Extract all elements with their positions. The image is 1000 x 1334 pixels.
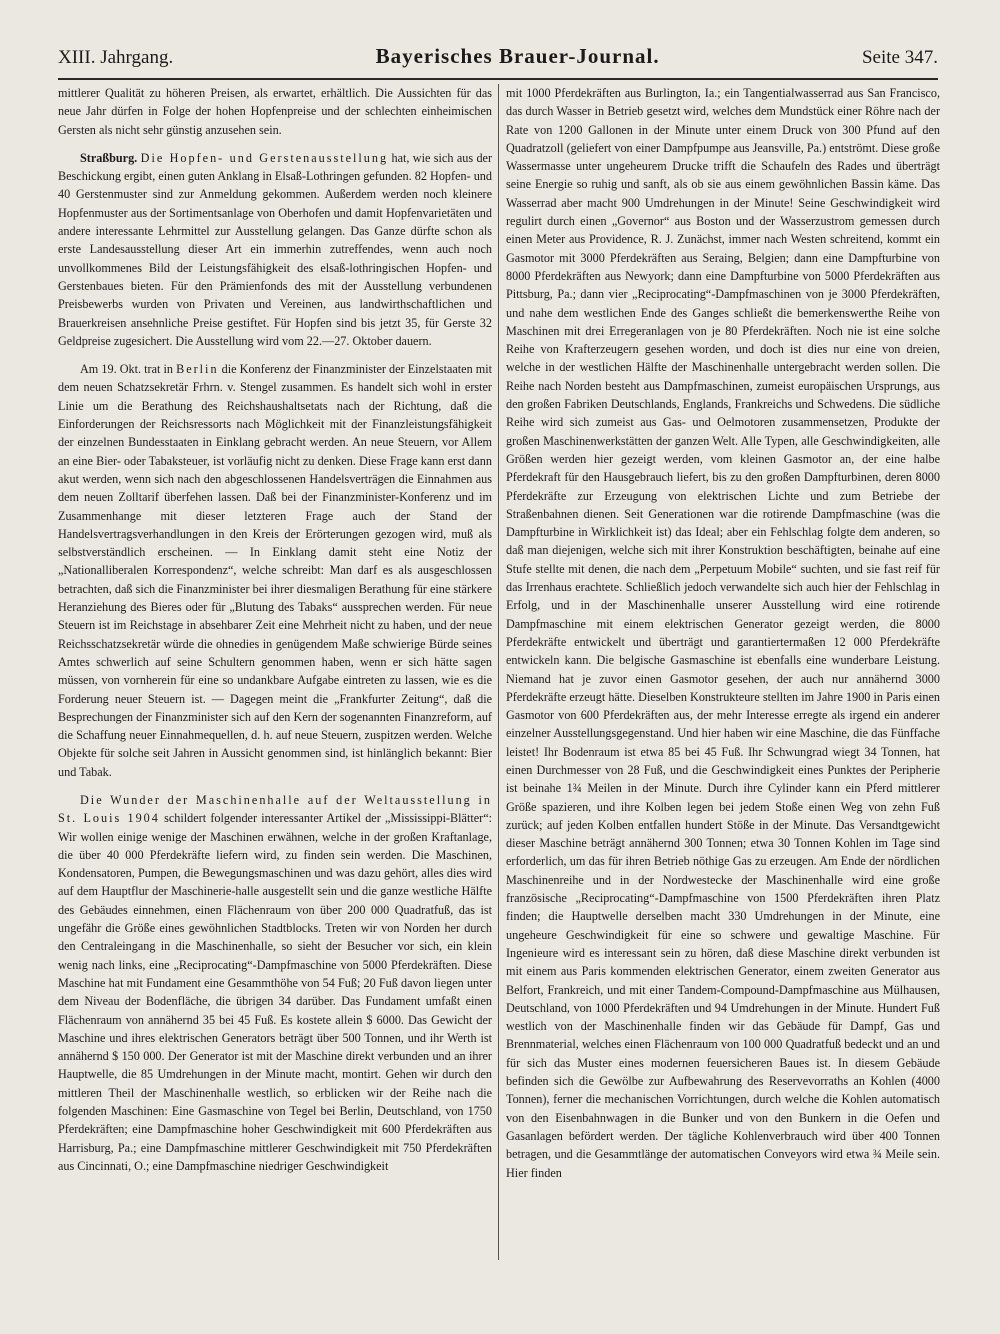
paragraph-body: schildert folgender interessanter Artikel der „Mississippi-Blätter“: Wir wollen einige wenige der Maschinen erwähnen, welche in der großen Kraftanlage, die über 40 000 Pferdekräfte liefern wird, zu finden sein werden. Die Maschinen, Kondensatoren, Pumpen, die Bewegungsmaschinen und was dazu gehört, alles dies wird auf dem Hauptflur der Maschinerie-halle ausgestellt sein und die ganze westliche Hälfte des Gebäudes einnehmen, einen Flächenraum von über 200 000 Quadratfuß, das ist ungefähr die Größe eines gewöhnlichen Stadtblocks. Treten wir von Norden her durch den Centraleingang in die Maschinenhalle, so sieht der Besucher vor sich, ein klein wenig nach links, eine „Reciprocating“-Dampfmaschine von 5000 Pferdekräften. Diese Maschine hat mit Fundament eine Gesammthöhe von 54 Fuß; 20 Fuß davon liegen unter dem Niveau der Bodenfläche, die übrigen 34 darüber. Das Fundament umfaßt einen Flächenraum von annähernd 35 bei 45 Fuß. Es kostete allein $ 6000. Das Gewicht der Maschine und ihres elektrischen Generators beträgt über 500 Tonnen, und ihr Werth ist annähernd $ 150 000. Der Generator ist mit der Maschine direkt verbunden und an ihrer Hauptwelle, die 85 Umdrehungen in der Minute macht, montirt. Gehen wir durch den mittleren Theil der Maschinenhalle westlich, so erblicken wir der Reihe nach die folgenden Maschinen: Eine Gasmaschine von Tegel bei Berlin, Deutschland, von 1750 Pferdekräften; eine Dampfmaschine hoher Geschwindigkeit mit 600 Pferdekräften aus Harrisburg, Pa.; eine Dampfmaschine mittlerer Geschwindigkeit mit 750 Pferdekräften aus Cincinnati, O.; eine Dampfmaschine niedriger Geschwindigkeit [58,811,492,1173]
paragraph-berlin [58,360,492,781]
page-header [58,44,938,80]
left-column [58,84,492,1264]
paragraph-body: die Konferenz der Finanzminister der Einzelstaaten mit dem neuen Schatzsekretär Frhrn. v. Stengel zusammen. Es handelt sich wohl in erster Linie um die Berathung des Reichshaushaltsetats nach der Richtung, daß die Einforderungen der Reichsressorts nach Möglichkeit mit der Finanzleistungsfähigkeit der einzelnen Bundesstaaten in Einklang gebracht werden. An neue Steuern, vor Allem an eine Bier- oder Tabaksteuer, ist vorläufig nicht zu denken. Diese Frage kann erst dann akut werden, wenn sich nach den abgeschlossenen Handelsverträgen die Einnahmen aus dem neuen Zolltarif überfehen lassen. Daß bei der Finanzminister-Konferenz und im Zusammenhange mit dieser letzteren Frage auch der Stand der Handelsvertragsverhandlungen in den Kreis der Erörterungen gezogen wird, muß als selbstverständlich erscheinen. — In Einklang damit steht eine Notiz der „Nationalliberalen Korrespondenz“, welche schreibt: Man darf es als ausgeschlossen betrachten, daß sich die Finanzminister bei ihrer diesmaligen Berathung für eine stärkere Heranziehung des Bieres oder für „Blutung des Tabaks“ aussprechen werden. Für neue Steuern ist im Reichstage in absehbarer Zeit eine Mehrheit nicht zu haben, und der neue Reichsschatzsekretär würde die ohnedies in genügendem Maße schwierige Bürde seines Amtes schwerlich auf seine Schultern genommen haben, wenn er sich hätte sagen müssen, von vornherein für eine so undankbare Aufgabe eintreten zu lassen, wie es die Forderung neuer Steuern ist. — Dagegen meint die „Frankfurter Zeitung“, daß die Besprechungen der Finanzminister sich auf den Kern der sogenannten Finanzreform, auf die Schaffung neuer Einnahmequellen, d. h. auf neue Steuern, zuspitzen werden. Welche Objekte für solche seit Jahren in Aussicht genommen sind, ist hinlänglich bekannt: Bier und Tabak. [58,362,492,779]
paragraph-body: hat, wie sich aus der Beschickung ergibt, einen guten Anklang in Elsaß-Lothringen gefunden. 82 Hopfen- und 40 Gerstenmuster sind zur Anmeldung gekommen. Außerdem werden noch kleinere Hopfenmuster aus der Sortimentsanlage von Oberhofen und damit Hopfenvarietäten und andere interessante Lehrmittel zur Ausstellung gelangen. Das Ganze dürfte schon als erste Landesausstellung dieser Art ein immerhin zutreffendes, wenn auch noch unvollkommenes Bild der Leistungsfähigkeit des elsaß-lothringischen Hopfen- und Gerstenbaues bieten. Für den Prämienfonds des mit der Ausstellung verbundenen Preisbewerbs wurden von Privaten und Vereinen, aus landwirthschaftlichen und Brauerkreisen ansehnliche Preise gestiftet. Für Hopfen sind bis jetzt 35, für Gerste 32 Geldpreise zugesichert. Die Ausstellung wird vom 22.—27. Oktober dauern. [58,150,492,348]
column-divider [498,84,499,1260]
paragraph-strassburg [58,149,492,350]
right-column [506,84,940,1264]
volume-label: XIII. Jahrgang. [58,47,174,68]
paragraph: mit 1000 Pferdekräften aus Burlington, Ia.; ein Tangentialwasserrad aus San Francisco, das durch Wasser in Betrieb gesetzt wird, welches dem Mundstück einer Röhre nach der Rate von 1200 Gallonen in der Minute unter einem Druck von 300 Pfund auf den Quadratzoll (geliefert von einer Dampfpumpe aus Jeansville, Pa.) entströmt. Diese große Wassermasse unter ungeheurem Drucke trifft die Schaufeln des Rades und überträgt seine Energie so ruhig und sanft, als ob sie aus einem gewöhnlichen Bassin käme. Das Wasserrad aber macht 900 Umdrehungen in der Minute! Seine Geschwindigkeit wird regulirt durch einen „Governor“ aus Boston und der Wasserzustrom gemessen durch einen Meter aus Providence, R. J. Zunächst, immer nach Westen schreitend, kommt ein Gasmotor mit 3000 Pferdekräften aus Seraing, Belgien; dann eine Dampfturbine von 8000 Pferdekräften aus Newyork; dann eine Dampfturbine von 5000 Pferdekräften aus Pittsburg, Pa.; dann vier „Reciprocating“-Dampfmaschinen von je 3000 Pferdekräften, und nahe dem westlichen Ende des Ganges schließt die bemerkenswerthe Reihe von Maschinen mit drei Erregeranlagen von je 80 Pferdekräften. Noch nie ist eine solche Reihe von Krafterzeugern gesehen worden, und doch ist dies nur eine von dreien, welche in der westlichen Hälfte der Maschinenhalle untergebracht werden sollen. Die Reihe nach Norden besteht aus Dampfmaschinen, zumeist europäischen Ursprungs, aus den großen Fabriken Deutschlands, Englands, Frankreichs und Schwedens. Die südliche Reihe wird sich zumeist aus Gas- und Oelmotoren zusammensetzen, Produkte der großen Maschinenwerkstätten der ganzen Welt. Alle Typen, alle Geschwindigkeiten, alle Größen werden hier gezeigt werden, vom kleinen Gasmotor an, der eine halbe Pferdekraft für den Hausgebrauch liefert, bis zu den großen Dampfturbinen, deren 8000 Pferdekräfte zur Erzeugung von elektrischen Lichte und zum Betriebe der Straßenbahnen dienen. Seit Generationen war die rotirende Dampfmaschine (was die Dampfturbine in Wirklichkeit ist) das Ideal; aber ein Fehlschlag folgte dem anderen, so daß man diejenigen, welche sich mit ihrer Konstruktion beschäftigten, beinahe auf eine Stufe stellte mit denen, die nach dem „Perpetuum Mobile“ suchten, und sie fast reif für das Irrenhaus erachtete. Schließlich jedoch verwandelte sich auch hier der Fehlschlag in Erfolg, und in der Maschinenhalle unserer Ausstellung wird eine rotirende Dampfmaschine mit einem elektrischen Generator gezeigt werden, die 8000 Pferdekräfte entwickelt und überträgt und garantiertermaßen 12 000 Pferdekräfte entwickeln kann. Die belgische Gasmaschine ist ebenfalls eine wunderbare Leistung. Niemand hat je zuvor einen Gasmotor gesehen, der auch nur annähernd 3000 Pferdekräfte erzeugt hätte. Dieselben Konstrukteure stellten im Jahre 1900 in Paris einen Gasmotor von 600 Pferdekräften aus, der mehr Interesse erregte als irgend ein anderer einzelner Ausstellungsgegenstand. Und hier haben wir eine Maschine, die das Fünffache leistet! Ihr Bodenraum ist etwa 85 bei 45 Fuß. Ihr Schwungrad wiegt 34 Tonnen, hat einen Durchmesser von 28 Fuß, und die Geschwindigkeit eines Punktes der Peripherie ist beinahe 1¾ Meilen in der Minute. Durch ihre Cylinder kann ein Pferd mittlerer Größe spazieren, und ihre Kolben legen bei jedem Stoße einen Weg von zehn Fuß zurück; auf jeden Kolben entfallen hundert Stöße in der Minute. Das Versandtgewicht dieser Maschine beträgt annähernd 300 Tonnen; etwa 30 Tonnen Kohlen im Tage sind erforderlich, um das für ihren Betrieb nöthige Gas zu erzeugen. Am Ende der nördlichen Maschinenreihe und in der Nordwestecke der Maschinenhalle wird eine große französische „Reciprocating“-Dampfmaschine von 1500 Pferdekräften ihren Platz finden; die Hauptwelle derselben macht 330 Umdrehungen in der Minute, eine ungeheure Geschwindigkeit für eine so schwere und gewaltige Maschine. Für Ingenieure wird es interessant sein zu hören, daß diese Maschine direkt verbunden ist mit einem aus Paris kommenden elektrischen Generator, einem zweiten Generator aus Belfort, Frankreich, und mit einer Tandem-Compound-Dampfmaschine aus Mülhausen, Deutschland, von 1000 Pferdekräften und 94 Umdrehungen in der Minute. Hundert Fuß westlich von der Maschinenhalle finden wir das Gebäude für Dampf, Gas und Brennmaterial, welches einen Flächenraum von 100 000 Quadratfuß bedeckt und an und für sich das Muster eines modernen feuersicheren Baues ist. In diesem Gebäude befinden sich die Gewölbe zur Aufbewahrung des Reservevorraths an Kohlen (4000 Tonnen), ferner die mechanischen Vorrichtungen, durch welche die Kohlen automatisch von den Eisenbahnwagen in die Bunker und von den Bunkern in die Oefen und Gasanlagen befördert werden. Der tägliche Kohlenverbrauch wird über 400 Tonnen betragen, und die Gesammtlänge der automatischen Conveyors wird etwa ¾ Meile sein. Hier finden [506,86,940,1180]
paragraph: mittlerer Qualität zu höheren Preisen, als erwartet, erhältlich. Die Aussichten für das neue Jahr dürfen in Folge der hohen Hopfenpreise und der schlechten einheimischen Gersten als nicht sehr günstig anzusehen sein. [58,86,492,137]
page-number: Seite 347. [861,47,938,68]
journal-title: Bayerisches Brauer-Journal. [375,44,660,68]
spaced-heading: Die Wunder der Maschinenhalle auf der Weltausstellung in St. Louis 1904 [58,792,492,826]
paragraph-start: Am 19. Okt. trat in [80,362,173,377]
spaced-heading: Die Hopfen- und Gerstenausstellung [140,150,389,165]
paragraph-st-louis [58,791,492,1175]
paragraph-lead: Straßburg. [80,150,138,165]
spaced-heading: Berlin [176,362,219,377]
